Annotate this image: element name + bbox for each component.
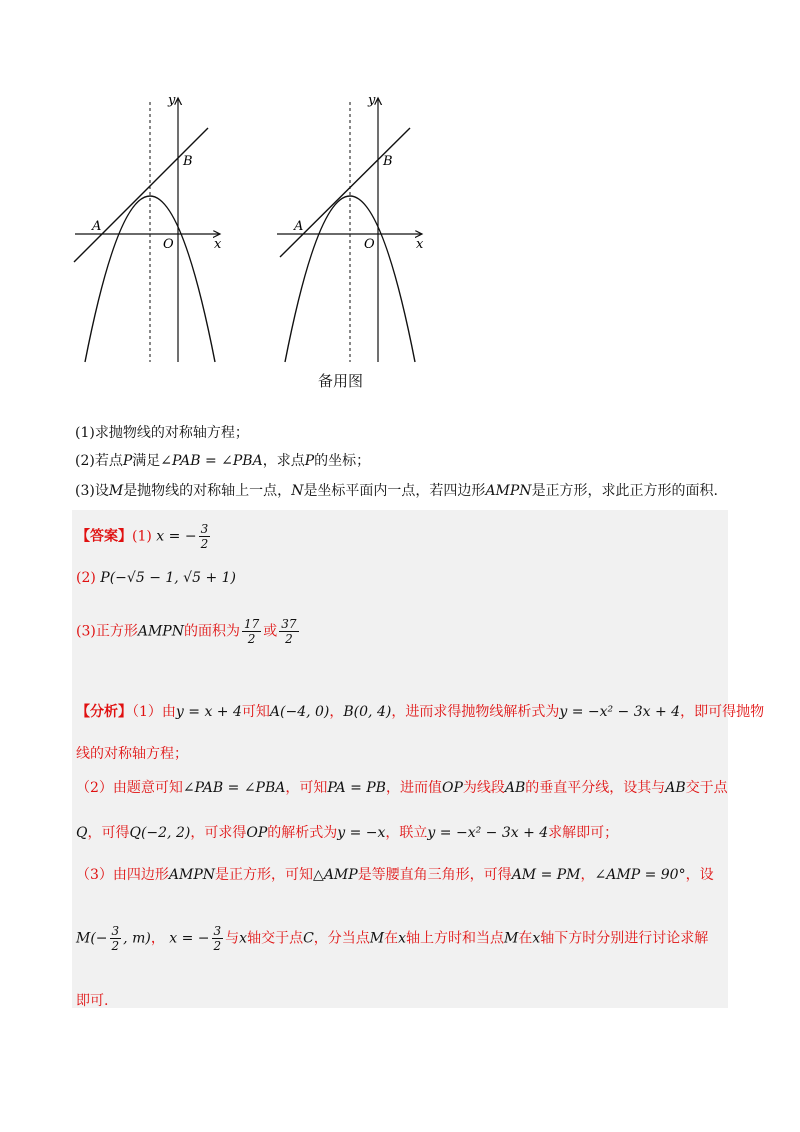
p1-c: ， — [329, 704, 344, 720]
p3-m-coord-close: , m) — [123, 930, 151, 947]
p1-point-a: A(−4, 0) — [269, 704, 330, 720]
p1-b: 可知 — [241, 704, 270, 720]
frac-num: 17 — [243, 617, 260, 631]
answer-label: 【答案】 — [76, 528, 132, 545]
parabola-figure-1 — [70, 90, 230, 365]
p3-c: 是等腰直角三角形，可得 — [357, 867, 512, 883]
label-a: A — [294, 219, 304, 234]
p1-point-b: B(0, 4) — [343, 704, 392, 720]
p2-ab2: AB — [665, 780, 686, 796]
answer-2-expr: P(−√5 − 1, √5 + 1) — [100, 570, 237, 586]
p2-i: 的解析式为 — [267, 825, 338, 841]
p3-ampn: AMPN — [168, 867, 216, 883]
p2-a: （2）由题意可知 — [76, 780, 183, 796]
answer-3-fraction-2 — [279, 617, 298, 646]
p2-angle: ∠PAB = ∠PBA — [182, 780, 286, 796]
frac-num: 3 — [200, 522, 209, 536]
answer-1-fraction — [199, 522, 211, 551]
p3-k: 轴上方时和当点 — [406, 930, 505, 947]
p3-j: 在 — [384, 930, 399, 947]
label-b: B — [183, 154, 193, 169]
q3-text-d: 是正方形，求此正方形的面积. — [531, 483, 719, 499]
p3-f: ， — [150, 930, 165, 947]
frac-den: 2 — [200, 537, 209, 551]
frac-den: 2 — [285, 632, 293, 646]
label-b: B — [383, 154, 393, 169]
p2-f: 交于点 — [685, 780, 728, 796]
p2-eq: PA = PB — [327, 780, 386, 796]
answer-2-prefix: (2) — [76, 570, 96, 586]
p3-n: 即可. — [76, 993, 109, 1009]
p2-h: ，可求得 — [190, 825, 247, 841]
q3-text-b: 是抛物线的对称轴上一点， — [123, 483, 292, 499]
frac-num: 37 — [281, 617, 297, 631]
analysis-line-7 — [76, 990, 108, 1010]
p2-op: OP — [441, 780, 463, 796]
label-x: x — [214, 237, 222, 252]
line-ab — [74, 128, 208, 262]
p1-f: 线的对称轴方程； — [76, 746, 188, 762]
p3-b: 是正方形，可知 — [215, 867, 314, 883]
p2-c: ，进而值 — [385, 780, 442, 796]
p2-e: 的垂直平分线，设其与 — [525, 780, 666, 796]
figure-caption: 备用图 — [318, 372, 364, 390]
label-o: O — [364, 237, 375, 252]
line-ab — [280, 128, 410, 257]
p3-e: ，设 — [685, 867, 714, 883]
p2-ab: AB — [504, 780, 526, 796]
q2-angle: ∠PAB = ∠PBA — [160, 453, 263, 469]
q3-text-a: (3)设 — [75, 483, 109, 499]
p1-a: （1）由 — [132, 704, 176, 720]
frac-den: 2 — [247, 632, 256, 646]
p3-triangle: △AMP — [313, 867, 358, 883]
p3-m3: M — [504, 930, 519, 947]
analysis-line-1 — [76, 701, 764, 721]
p3-xaxis: x — [239, 930, 248, 947]
q2-point-p: P — [122, 453, 133, 469]
p1-line: y = x + 4 — [175, 704, 242, 720]
p3-x-eq: x = − — [169, 930, 210, 947]
label-o: O — [163, 237, 174, 252]
answer-line-1 — [76, 522, 212, 551]
q3-ampn: AMPN — [485, 483, 532, 499]
question-3 — [75, 482, 718, 500]
p2-g: ，可得 — [87, 825, 130, 841]
answer-1-prefix: (1) — [132, 528, 152, 545]
q2-text-d: 的坐标； — [314, 453, 371, 469]
question-1: (1)求抛物线的对称轴方程； — [75, 425, 249, 441]
p3-x2: x — [398, 930, 407, 947]
p3-a: （3）由四边形 — [76, 867, 169, 883]
answer-3-prefix: (3)正方形 — [76, 623, 138, 640]
answer-1-expr: x = − — [156, 528, 197, 545]
p2-b: ，可知 — [285, 780, 328, 796]
p2-j: ，联立 — [385, 825, 428, 841]
answer-3-fraction-1 — [242, 617, 261, 646]
answer-3-mid: 的面积为 — [183, 623, 240, 640]
analysis-line-2 — [76, 743, 188, 763]
p2-q: Q — [76, 825, 88, 841]
answer-line-3 — [76, 617, 301, 646]
p3-c-point: C — [303, 930, 314, 947]
answer-line-2 — [76, 570, 236, 586]
label-x: x — [416, 237, 424, 252]
p3-d: ， — [580, 867, 595, 883]
answer-3-or: 或 — [263, 623, 278, 640]
q3-m: M — [108, 483, 124, 499]
analysis-line-5 — [76, 864, 714, 884]
analysis-line-4 — [76, 822, 618, 842]
q2-point-p2: P — [304, 453, 315, 469]
frac-den: 2 — [111, 939, 120, 953]
p3-i: ，分当点 — [313, 930, 370, 947]
p3-x-fraction — [212, 924, 224, 953]
label-y: y — [168, 93, 176, 108]
p2-d: 为线段 — [462, 780, 505, 796]
question-2 — [75, 452, 370, 470]
p2-parabola: y = −x² − 3x + 4 — [427, 825, 549, 841]
p3-m-fraction — [110, 924, 122, 953]
q2-text-c: ，求点 — [262, 453, 305, 469]
frac-den: 2 — [213, 939, 222, 953]
p3-h: 轴交于点 — [247, 930, 304, 947]
label-y: y — [368, 93, 376, 108]
p3-l: 在 — [518, 930, 533, 947]
q2-text-a: (2)若点 — [75, 453, 123, 469]
parabola-figure-2 — [272, 90, 432, 365]
analysis-label: 【分析】 — [76, 704, 132, 720]
p3-eq: AM = PM — [511, 867, 581, 883]
p2-op2: OP — [246, 825, 268, 841]
p1-e: ，即可得抛物 — [680, 704, 765, 720]
analysis-line-3 — [76, 777, 728, 797]
p1-parabola: y = −x² − 3x + 4 — [559, 704, 681, 720]
q3-text-c: 是坐标平面内一点，若四边形 — [303, 483, 486, 499]
p2-k: 求解即可； — [548, 825, 619, 841]
q3-n: N — [291, 483, 304, 499]
frac-num: 3 — [111, 924, 120, 938]
p2-yx: y = −x — [337, 825, 386, 841]
q2-text-b: 满足 — [132, 453, 161, 469]
p3-angle: ∠AMP = 90° — [594, 867, 686, 883]
label-a: A — [92, 219, 102, 234]
p3-x3: x — [532, 930, 541, 947]
p3-g: 与 — [225, 930, 240, 947]
analysis-line-6 — [76, 924, 708, 953]
p1-d: ，进而求得抛物线解析式为 — [391, 704, 560, 720]
p3-m-coord-open: M(− — [76, 930, 108, 947]
p2-q-coord: Q(−2, 2) — [129, 825, 191, 841]
answer-3-ampn: AMPN — [137, 623, 184, 640]
frac-num: 3 — [213, 924, 222, 938]
p3-m: 轴下方时分别进行讨论求解 — [540, 930, 709, 947]
p3-m2: M — [369, 930, 385, 947]
